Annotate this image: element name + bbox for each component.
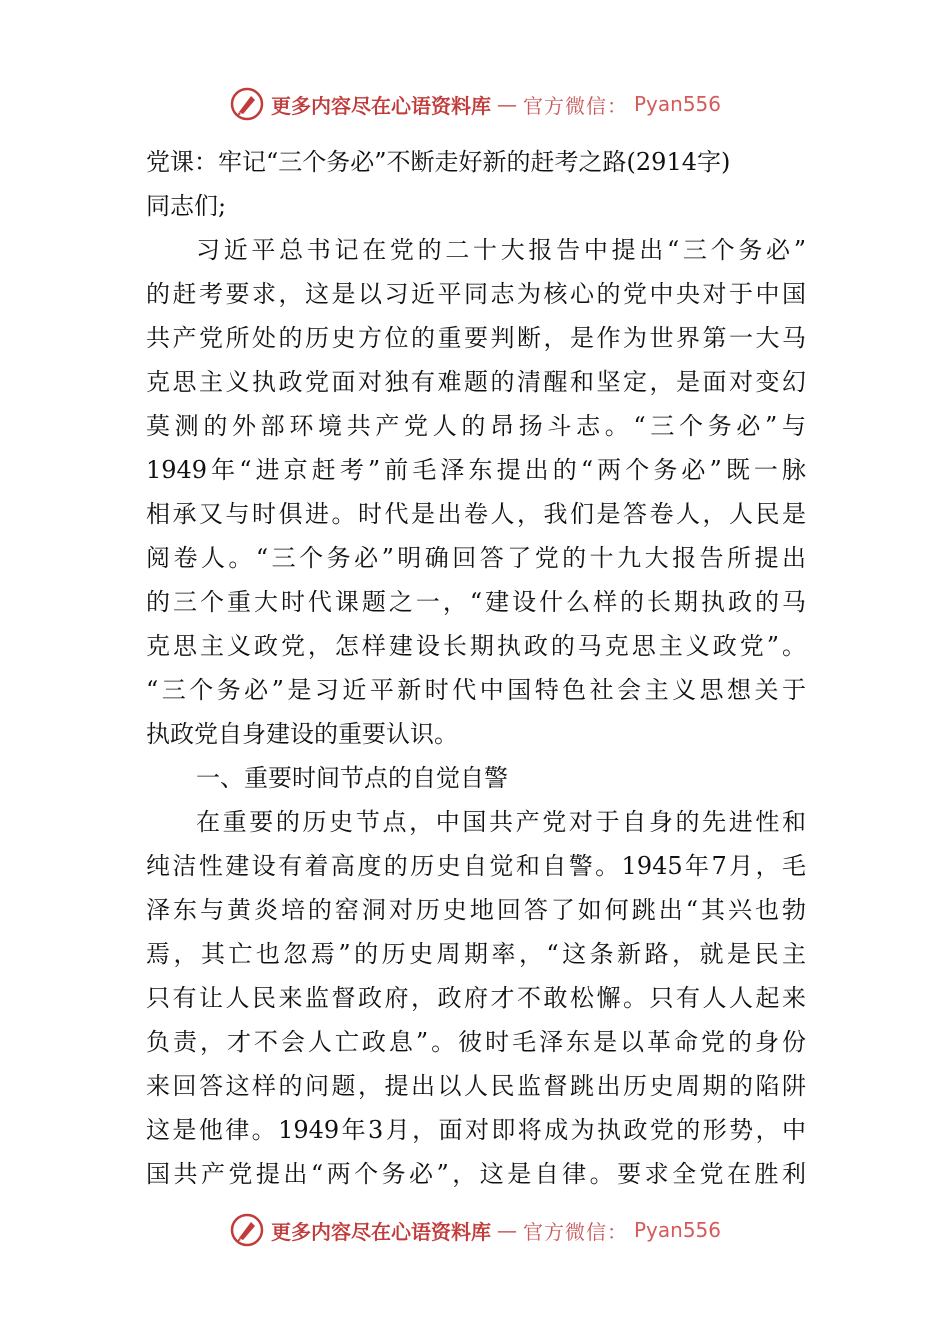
text-line: 党课：牢记“三个务必”不断走好新的赶考之路(2914字) (146, 148, 731, 176)
text-line: 的赶考要求，这是以习近平同志为核心的党中央对于中国 (146, 280, 806, 308)
text-line: 泽东与黄炎培的窑洞对历史地回答了如何跳出“其兴也勃 (146, 896, 806, 924)
pen-nib-circle-icon (229, 86, 265, 122)
text-line: “三个务必”是习近平新时代中国特色社会主义思想关于 (146, 676, 806, 704)
pen-nib-circle-icon (229, 1212, 265, 1248)
banner-wechat-label: 官方微信： (522, 1219, 628, 1244)
text-line: 克思主义执政党面对独有难题的清醒和坚定，是面对变幻 (146, 368, 806, 396)
text-line: 相承又与时俱进。时代是出卷人，我们是答卷人，人民是 (146, 500, 806, 528)
document-body (146, 140, 806, 1196)
text-line: 共产党所处的历史方位的重要判断，是作为世界第一大马 (146, 324, 806, 352)
banner-dash: — (496, 1218, 517, 1242)
text-line: 同志们; (146, 192, 227, 220)
text-line: 在重要的历史节点，中国共产党对于自身的先进性和 (196, 808, 806, 836)
banner-brand-text: 更多内容尽在心语资料库 (270, 1219, 491, 1244)
text-line: 一、重要时间节点的自觉自警 (196, 764, 508, 792)
banner-wechat-handle: Pyan556 (633, 92, 721, 116)
text-line: 阅卷人。“三个务必”明确回答了党的十九大报告所提出 (146, 544, 806, 572)
banner-brand-text: 更多内容尽在心语资料库 (270, 93, 491, 118)
text-line: 国共产党提出“两个务必”，这是自律。要求全党在胜利 (146, 1160, 806, 1188)
footer-watermark-banner (0, 1212, 950, 1248)
banner-wechat-handle: Pyan556 (633, 1218, 721, 1242)
text-line: 执政党自身建设的重要认识。 (146, 720, 458, 748)
text-line: 只有让人民来监督政府，政府才不敢松懈。只有人人起来 (146, 984, 806, 1012)
text-line: 莫测的外部环境共产党人的昂扬斗志。“三个务必”与 (146, 412, 806, 440)
text-line: 克思主义政党，怎样建设长期执政的马克思主义政党”。 (146, 632, 806, 660)
text-line: 焉，其亡也忽焉”的历史周期率，“这条新路，就是民主 (146, 940, 806, 968)
text-line: 1949年“进京赶考”前毛泽东提出的“两个务必”既一脉 (146, 456, 806, 484)
text-line: 的三个重大时代课题之一，“建设什么样的长期执政的马 (146, 588, 806, 616)
banner-wechat-label: 官方微信： (522, 93, 628, 118)
text-line: 纯洁性建设有着高度的历史自觉和自警。1945年7月，毛 (146, 852, 806, 880)
text-line: 习近平总书记在党的二十大报告中提出“三个务必” (196, 236, 806, 264)
text-line: 这是他律。1949年3月，面对即将成为执政党的形势，中 (146, 1116, 806, 1144)
banner-dash: — (496, 92, 517, 116)
header-watermark-banner (0, 86, 950, 122)
text-line: 负责，才不会人亡政息”。彼时毛泽东是以革命党的身份 (146, 1028, 806, 1056)
text-line: 来回答这样的问题，提出以人民监督跳出历史周期的陷阱 (146, 1072, 806, 1100)
